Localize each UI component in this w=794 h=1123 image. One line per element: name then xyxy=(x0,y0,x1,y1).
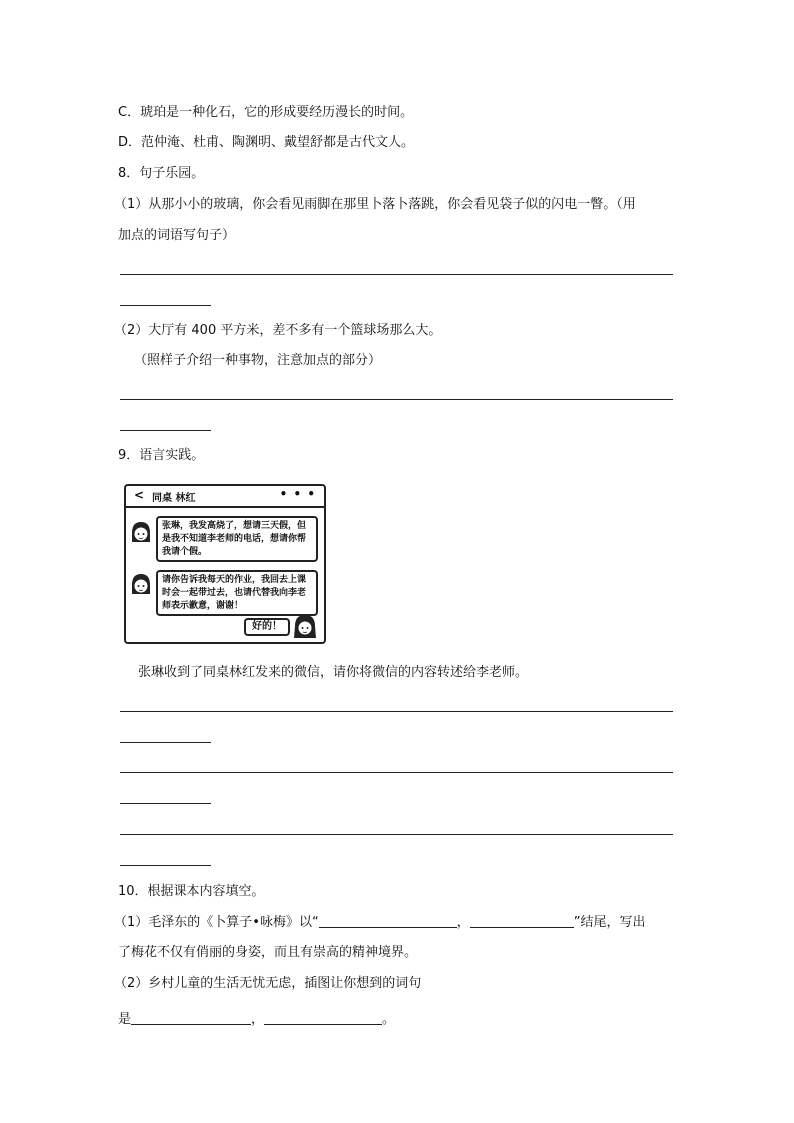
chat-header xyxy=(126,486,324,508)
answer-line-short[interactable] xyxy=(120,803,211,804)
fill-blank[interactable] xyxy=(470,914,574,928)
fill-blank[interactable] xyxy=(264,1011,382,1025)
q8-part2-line1: （2）大厅有 400 平方米，差不多有一个篮球场那么大。 xyxy=(114,323,442,338)
answer-line-short[interactable] xyxy=(120,742,211,743)
girl-avatar-icon xyxy=(129,520,153,546)
answer-line[interactable] xyxy=(120,834,673,835)
q8-title: 8．句子乐园。 xyxy=(118,166,205,181)
girl-avatar-icon xyxy=(293,614,317,640)
q8-part1-line2: 加点的词语写句子） xyxy=(118,228,236,243)
answer-line-short[interactable] xyxy=(120,865,211,866)
q9-prompt: 张琳收到了同桌林红发来的微信，请你将微信的内容转述给李老师。 xyxy=(138,665,529,680)
fill-blank[interactable] xyxy=(131,1011,251,1025)
more-dots-icon: • • • xyxy=(279,487,316,501)
q10-part1-line1: （1）毛泽东的《卜算子•咏梅》以“ ， ”结尾，写出 xyxy=(114,915,646,930)
chat-message-2: 请你告诉我每天的作业，我回去上课时会一起带过去，也请代替我向李老师表示歉意，谢谢！ xyxy=(156,570,318,616)
q9-title: 9．语言实践。 xyxy=(118,448,205,463)
back-arrow-icon: < xyxy=(134,488,145,502)
chat-reply: 好的！ xyxy=(244,618,290,636)
q8-part1-line1: （1）从那小小的玻璃，你会看见雨脚在那里卜落卜落跳，你会看见袋子似的闪电一瞥。（用 xyxy=(114,197,636,212)
answer-line[interactable] xyxy=(120,399,673,400)
q7-option-d: D．范仲淹、杜甫、陶渊明、戴望舒都是古代文人。 xyxy=(118,135,415,150)
q10-part2-line2: 是 ， 。 xyxy=(118,1012,396,1027)
q10-part1-line2: 了梅花不仅有俏丽的身姿，而且有崇高的精神境界。 xyxy=(118,945,418,960)
answer-line[interactable] xyxy=(120,711,673,712)
answer-line-short[interactable] xyxy=(120,430,211,431)
chat-message-1: 张琳，我发高烧了，想请三天假，但是我不知道李老师的电话，想请你帮我请个假。 xyxy=(156,516,318,562)
girl-avatar-icon xyxy=(129,572,153,598)
q10-part2-line1: （2）乡村儿童的生活无忧无虑，插图让你想到的词句 xyxy=(114,976,422,991)
q7-option-c: C．琥珀是一种化石，它的形成要经历漫长的时间。 xyxy=(118,105,414,120)
q10-title: 10．根据课本内容填空。 xyxy=(118,884,265,899)
answer-line-short[interactable] xyxy=(120,305,211,306)
answer-line[interactable] xyxy=(120,274,673,275)
chat-contact-name: 同桌 林红 xyxy=(152,493,196,504)
fill-blank[interactable] xyxy=(319,914,457,928)
wechat-illustration xyxy=(124,484,326,644)
q8-part2-line2: （照样子介绍一种事物，注意加点的部分） xyxy=(134,353,382,368)
answer-line[interactable] xyxy=(120,772,673,773)
